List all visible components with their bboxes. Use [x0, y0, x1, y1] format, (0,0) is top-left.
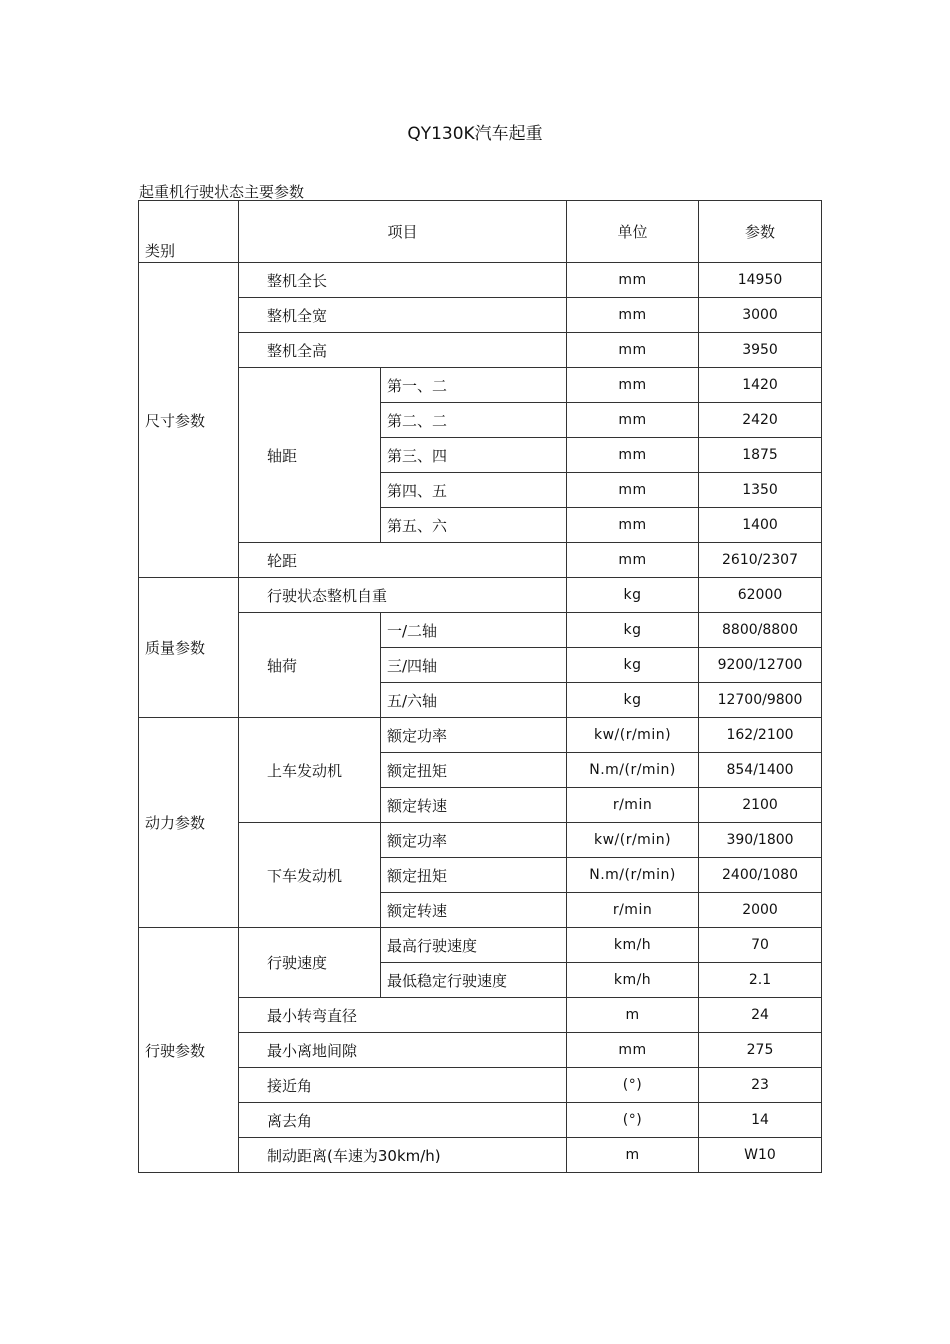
value-cell: 14: [699, 1103, 822, 1138]
unit-cell: kw/(r/min): [567, 718, 699, 753]
value-cell: 62000: [699, 578, 822, 613]
unit-cell: N.m/(r/min): [567, 858, 699, 893]
item-cell: 制动距离(车速为30km/h): [239, 1138, 567, 1173]
value-cell: 1400: [699, 508, 822, 543]
item-cell: 接近角: [239, 1068, 567, 1103]
unit-cell: mm: [567, 473, 699, 508]
unit-cell: (°): [567, 1068, 699, 1103]
value-cell: W10: [699, 1138, 822, 1173]
header-value: 参数: [699, 201, 822, 263]
unit-cell: kw/(r/min): [567, 823, 699, 858]
table-row: [139, 928, 822, 963]
header-unit: 单位: [567, 201, 699, 263]
value-cell: 1420: [699, 368, 822, 403]
unit-cell: N.m/(r/min): [567, 753, 699, 788]
group-lower-engine: 下车发动机: [239, 823, 381, 928]
table-row: [139, 298, 822, 333]
sub-item-cell: 额定扭矩: [381, 858, 567, 893]
sub-item-cell: 第四、五: [381, 473, 567, 508]
category-power: 动力参数: [139, 718, 239, 928]
table-row: [139, 578, 822, 613]
table-row: [139, 1138, 822, 1173]
category-mass: 质量参数: [139, 578, 239, 718]
value-cell: 2610/2307: [699, 543, 822, 578]
group-axle-load: 轴荷: [239, 613, 381, 718]
unit-cell: kg: [567, 613, 699, 648]
item-cell: 轮距: [239, 543, 567, 578]
item-cell: 整机全宽: [239, 298, 567, 333]
item-cell: 整机全长: [239, 263, 567, 298]
value-cell: 3000: [699, 298, 822, 333]
sub-item-cell: 三/四轴: [381, 648, 567, 683]
value-cell: 1875: [699, 438, 822, 473]
unit-cell: mm: [567, 543, 699, 578]
table-row: [139, 823, 822, 858]
value-cell: 9200/12700: [699, 648, 822, 683]
unit-cell: m: [567, 998, 699, 1033]
item-cell: 整机全高: [239, 333, 567, 368]
value-cell: 2420: [699, 403, 822, 438]
unit-cell: mm: [567, 438, 699, 473]
table-row: [139, 718, 822, 753]
table-row: [139, 368, 822, 403]
unit-cell: r/min: [567, 788, 699, 823]
value-cell: 1350: [699, 473, 822, 508]
sub-item-cell: 一/二轴: [381, 613, 567, 648]
unit-cell: mm: [567, 403, 699, 438]
group-upper-engine: 上车发动机: [239, 718, 381, 823]
sub-item-cell: 额定扭矩: [381, 753, 567, 788]
unit-cell: km/h: [567, 963, 699, 998]
sub-item-cell: 第二、二: [381, 403, 567, 438]
value-cell: 70: [699, 928, 822, 963]
item-cell: 离去角: [239, 1103, 567, 1138]
table-row: [139, 613, 822, 648]
unit-cell: mm: [567, 1033, 699, 1068]
value-cell: 23: [699, 1068, 822, 1103]
unit-cell: kg: [567, 683, 699, 718]
table-row: [139, 1033, 822, 1068]
sub-item-cell: 最低稳定行驶速度: [381, 963, 567, 998]
item-cell: 行驶状态整机自重: [239, 578, 567, 613]
value-cell: 12700/9800: [699, 683, 822, 718]
sub-item-cell: 第三、四: [381, 438, 567, 473]
unit-cell: mm: [567, 333, 699, 368]
unit-cell: mm: [567, 298, 699, 333]
unit-cell: m: [567, 1138, 699, 1173]
value-cell: 2000: [699, 893, 822, 928]
sub-item-cell: 额定转速: [381, 788, 567, 823]
group-wheelbase: 轴距: [239, 368, 381, 543]
value-cell: 854/1400: [699, 753, 822, 788]
unit-cell: mm: [567, 508, 699, 543]
spec-table: [138, 200, 822, 1173]
document-title: QY130K汽车起重: [407, 124, 543, 144]
table-row: [139, 263, 822, 298]
sub-item-cell: 五/六轴: [381, 683, 567, 718]
value-cell: 8800/8800: [699, 613, 822, 648]
value-cell: 2100: [699, 788, 822, 823]
category-drive: 行驶参数: [139, 928, 239, 1173]
unit-cell: r/min: [567, 893, 699, 928]
sub-item-cell: 额定功率: [381, 718, 567, 753]
header-item: 项目: [239, 201, 567, 263]
value-cell: 2.1: [699, 963, 822, 998]
sub-item-cell: 额定转速: [381, 893, 567, 928]
value-cell: 275: [699, 1033, 822, 1068]
table-caption: 起重机行驶状态主要参数: [139, 183, 305, 201]
unit-cell: kg: [567, 648, 699, 683]
table-row: [139, 998, 822, 1033]
group-travel-speed: 行驶速度: [239, 928, 381, 998]
sub-item-cell: 第一、二: [381, 368, 567, 403]
table-row: [139, 1068, 822, 1103]
unit-cell: (°): [567, 1103, 699, 1138]
value-cell: 14950: [699, 263, 822, 298]
unit-cell: mm: [567, 263, 699, 298]
sub-item-cell: 额定功率: [381, 823, 567, 858]
sub-item-cell: 最高行驶速度: [381, 928, 567, 963]
value-cell: 3950: [699, 333, 822, 368]
unit-cell: kg: [567, 578, 699, 613]
value-cell: 2400/1080: [699, 858, 822, 893]
unit-cell: km/h: [567, 928, 699, 963]
table-row: [139, 543, 822, 578]
table-row: [139, 333, 822, 368]
value-cell: 24: [699, 998, 822, 1033]
item-cell: 最小转弯直径: [239, 998, 567, 1033]
unit-cell: mm: [567, 368, 699, 403]
value-cell: 390/1800: [699, 823, 822, 858]
value-cell: 162/2100: [699, 718, 822, 753]
header-row: [139, 201, 822, 263]
header-category: 类别: [139, 201, 239, 263]
sub-item-cell: 第五、六: [381, 508, 567, 543]
category-size: 尺寸参数: [139, 263, 239, 578]
table-row: [139, 1103, 822, 1138]
item-cell: 最小离地间隙: [239, 1033, 567, 1068]
